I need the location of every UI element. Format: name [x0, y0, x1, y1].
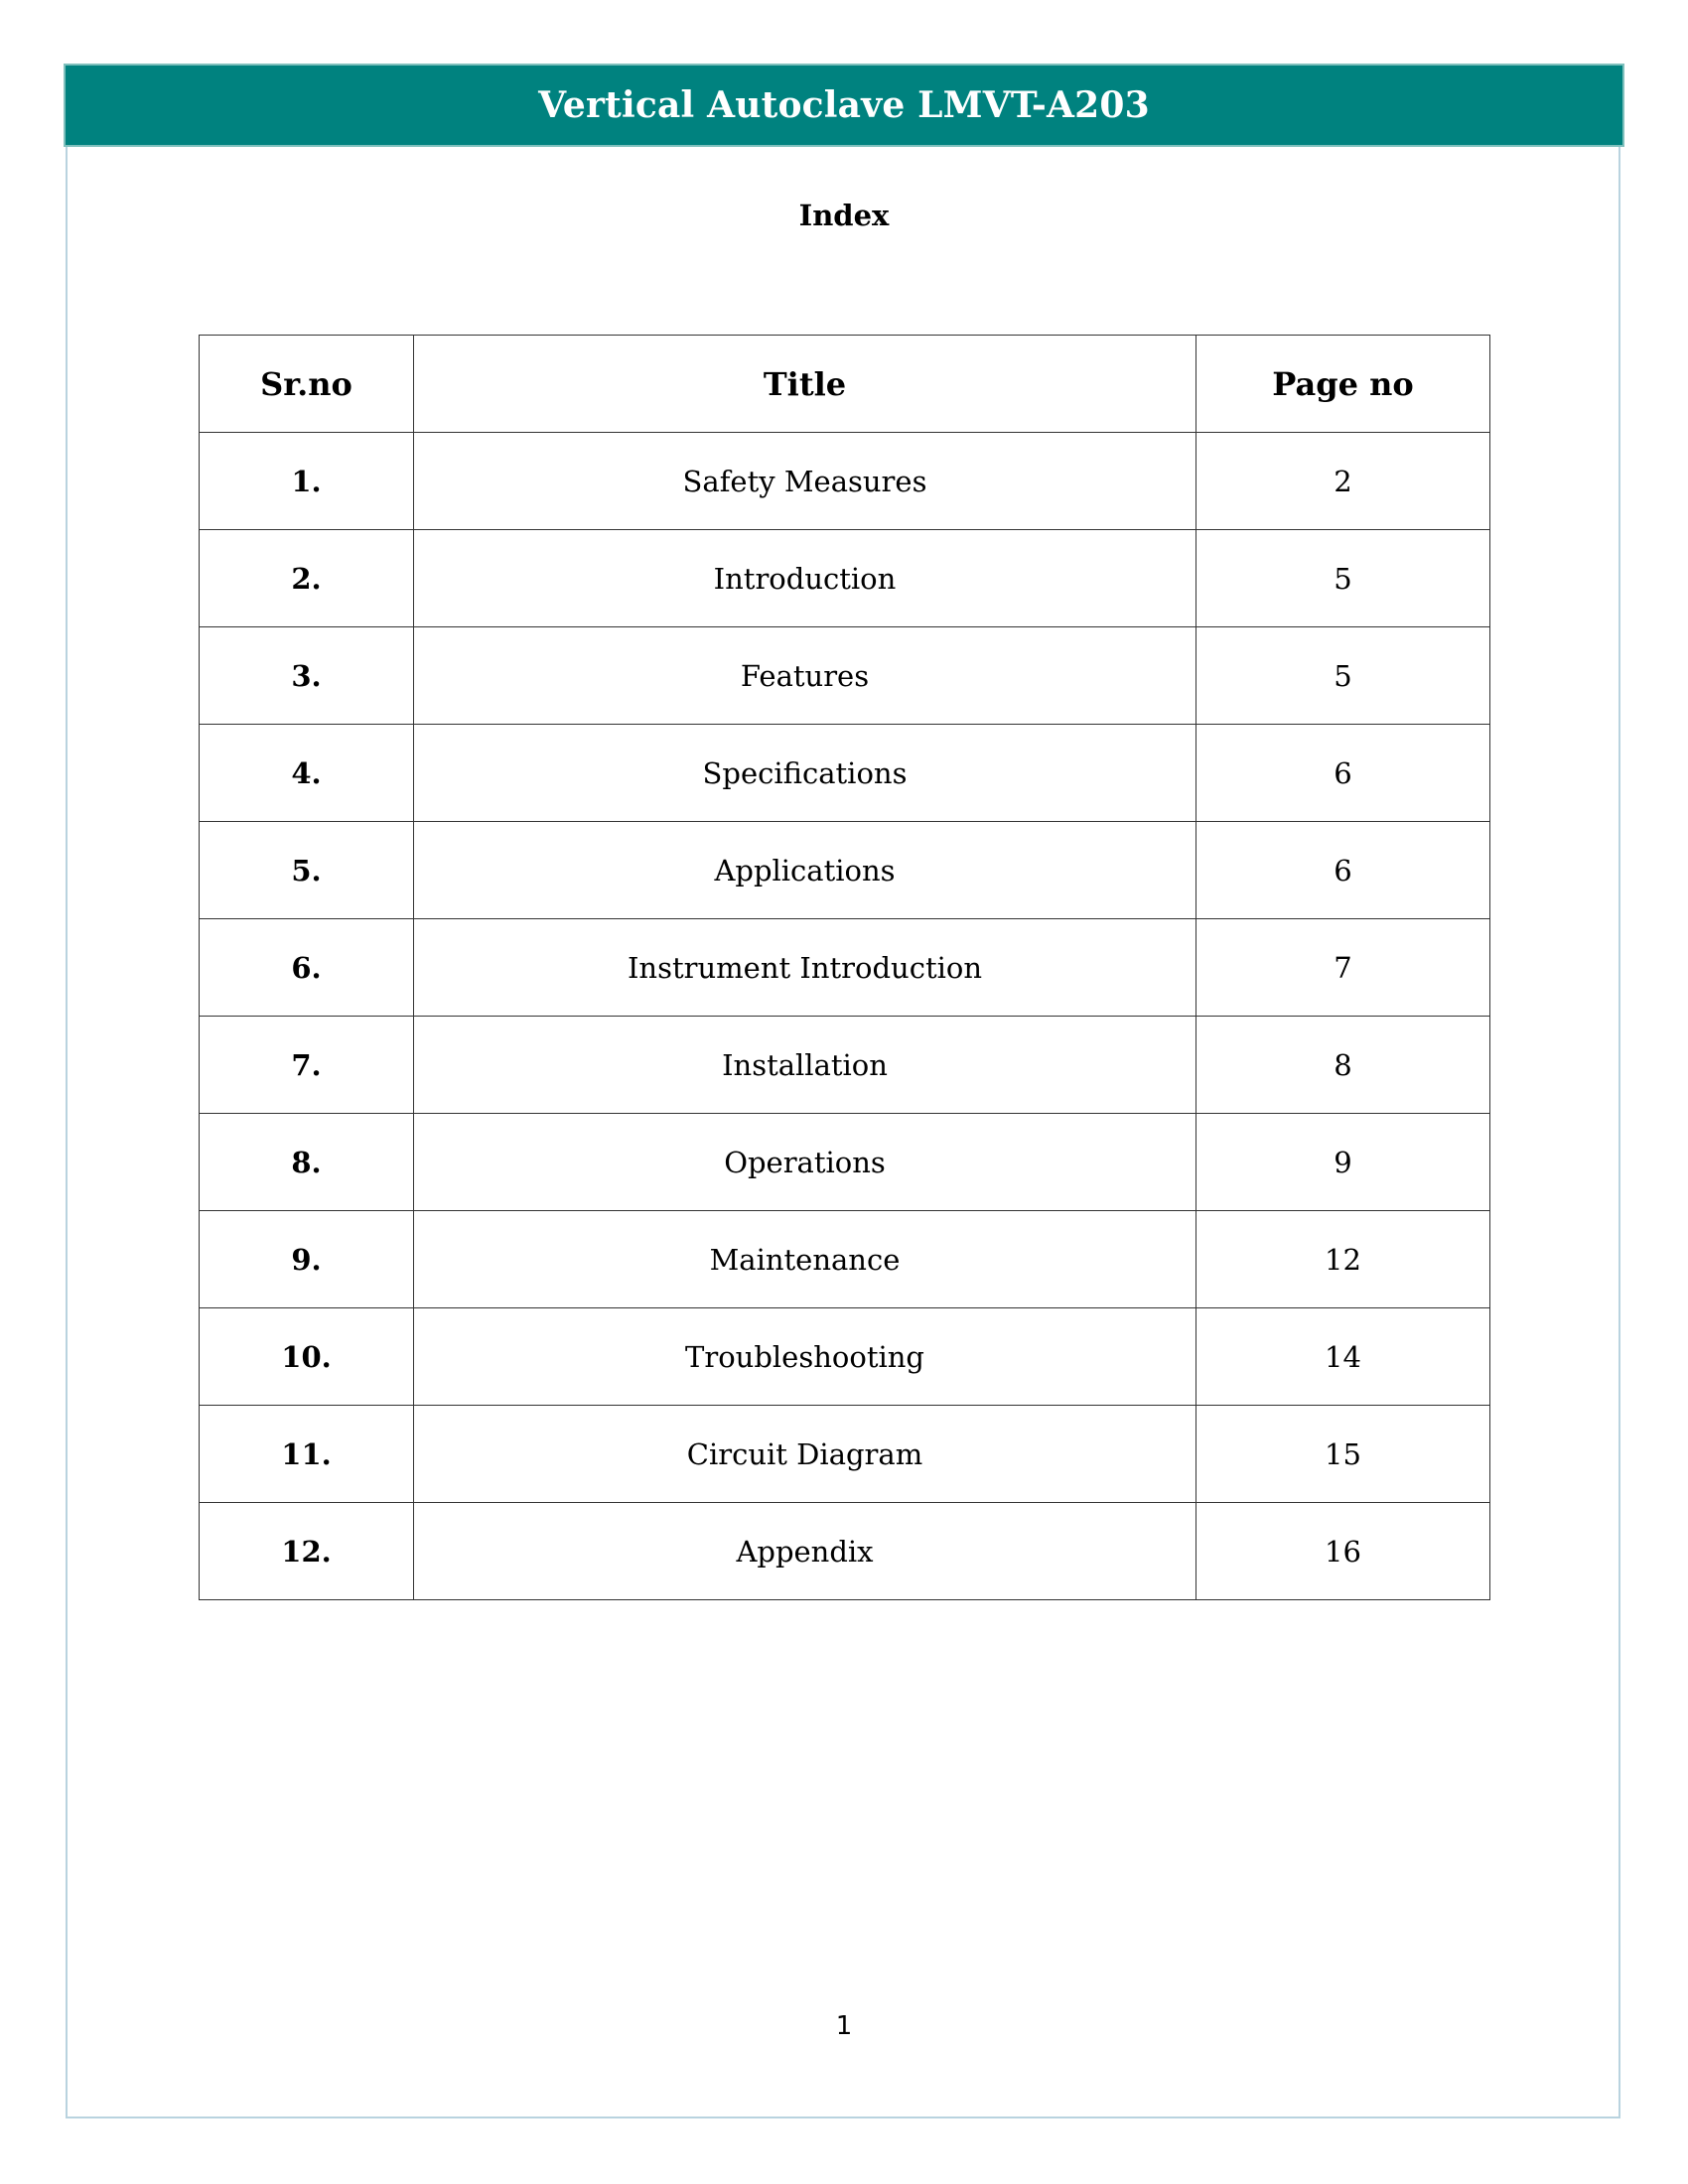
row-page-number: 5: [1196, 627, 1490, 725]
row-page-number: 14: [1196, 1308, 1490, 1406]
row-srno: 3.: [200, 627, 414, 725]
table-row: [200, 1308, 1490, 1406]
row-srno: 1.: [200, 433, 414, 530]
table-row: [200, 822, 1490, 919]
table-row: [200, 433, 1490, 530]
row-page-number: 6: [1196, 822, 1490, 919]
row-srno: 7.: [200, 1017, 414, 1114]
row-srno: 12.: [200, 1503, 414, 1600]
row-title[interactable]: Installation: [414, 1017, 1196, 1114]
row-title[interactable]: Appendix: [414, 1503, 1196, 1600]
row-title[interactable]: Operations: [414, 1114, 1196, 1211]
row-page-number: 8: [1196, 1017, 1490, 1114]
row-title[interactable]: Specifications: [414, 725, 1196, 822]
row-srno: 5.: [200, 822, 414, 919]
table-row: [200, 919, 1490, 1017]
table-row: [200, 1503, 1490, 1600]
row-srno: 8.: [200, 1114, 414, 1211]
table-row: [200, 627, 1490, 725]
row-title[interactable]: Applications: [414, 822, 1196, 919]
index-heading: Index: [798, 199, 890, 232]
row-page-number: 12: [1196, 1211, 1490, 1308]
header-bar: [64, 64, 1624, 147]
index-table: [199, 335, 1490, 1600]
column-header-page: Page no: [1196, 336, 1490, 433]
row-title[interactable]: Features: [414, 627, 1196, 725]
table-header-row: [200, 336, 1490, 433]
row-page-number: 16: [1196, 1503, 1490, 1600]
table-row: [200, 725, 1490, 822]
table-row: [200, 1406, 1490, 1503]
row-srno: 2.: [200, 530, 414, 627]
table-row: [200, 1114, 1490, 1211]
table-body: [200, 433, 1490, 1600]
row-page-number: 5: [1196, 530, 1490, 627]
column-header-srno: Sr.no: [200, 336, 414, 433]
row-title[interactable]: Safety Measures: [414, 433, 1196, 530]
row-page-number: 15: [1196, 1406, 1490, 1503]
document-title: Vertical Autoclave LMVT-A203: [538, 84, 1150, 126]
row-page-number: 7: [1196, 919, 1490, 1017]
table-row: [200, 1017, 1490, 1114]
row-title[interactable]: Troubleshooting: [414, 1308, 1196, 1406]
row-page-number: 2: [1196, 433, 1490, 530]
row-srno: 9.: [200, 1211, 414, 1308]
table-row: [200, 1211, 1490, 1308]
row-title[interactable]: Introduction: [414, 530, 1196, 627]
row-page-number: 6: [1196, 725, 1490, 822]
table-row: [200, 530, 1490, 627]
row-srno: 4.: [200, 725, 414, 822]
row-srno: 6.: [200, 919, 414, 1017]
row-title[interactable]: Maintenance: [414, 1211, 1196, 1308]
row-title[interactable]: Circuit Diagram: [414, 1406, 1196, 1503]
row-page-number: 9: [1196, 1114, 1490, 1211]
row-srno: 10.: [200, 1308, 414, 1406]
row-title[interactable]: Instrument Introduction: [414, 919, 1196, 1017]
row-srno: 11.: [200, 1406, 414, 1503]
column-header-title: Title: [414, 336, 1196, 433]
page-number: 1: [835, 2011, 853, 2041]
